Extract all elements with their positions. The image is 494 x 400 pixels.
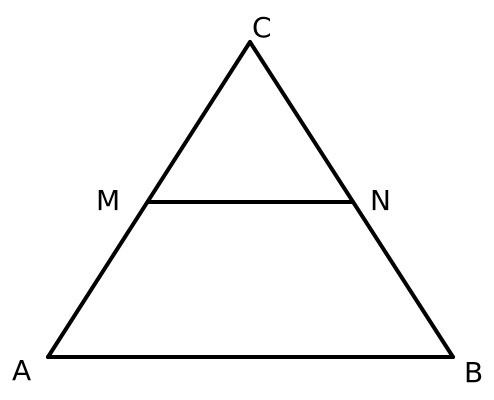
label-c: C (252, 11, 272, 44)
label-b: B (464, 356, 484, 389)
side-ca (48, 42, 250, 357)
label-m: M (96, 184, 121, 217)
label-a: A (12, 354, 32, 387)
side-bc (250, 42, 453, 357)
label-n: N (370, 184, 391, 217)
